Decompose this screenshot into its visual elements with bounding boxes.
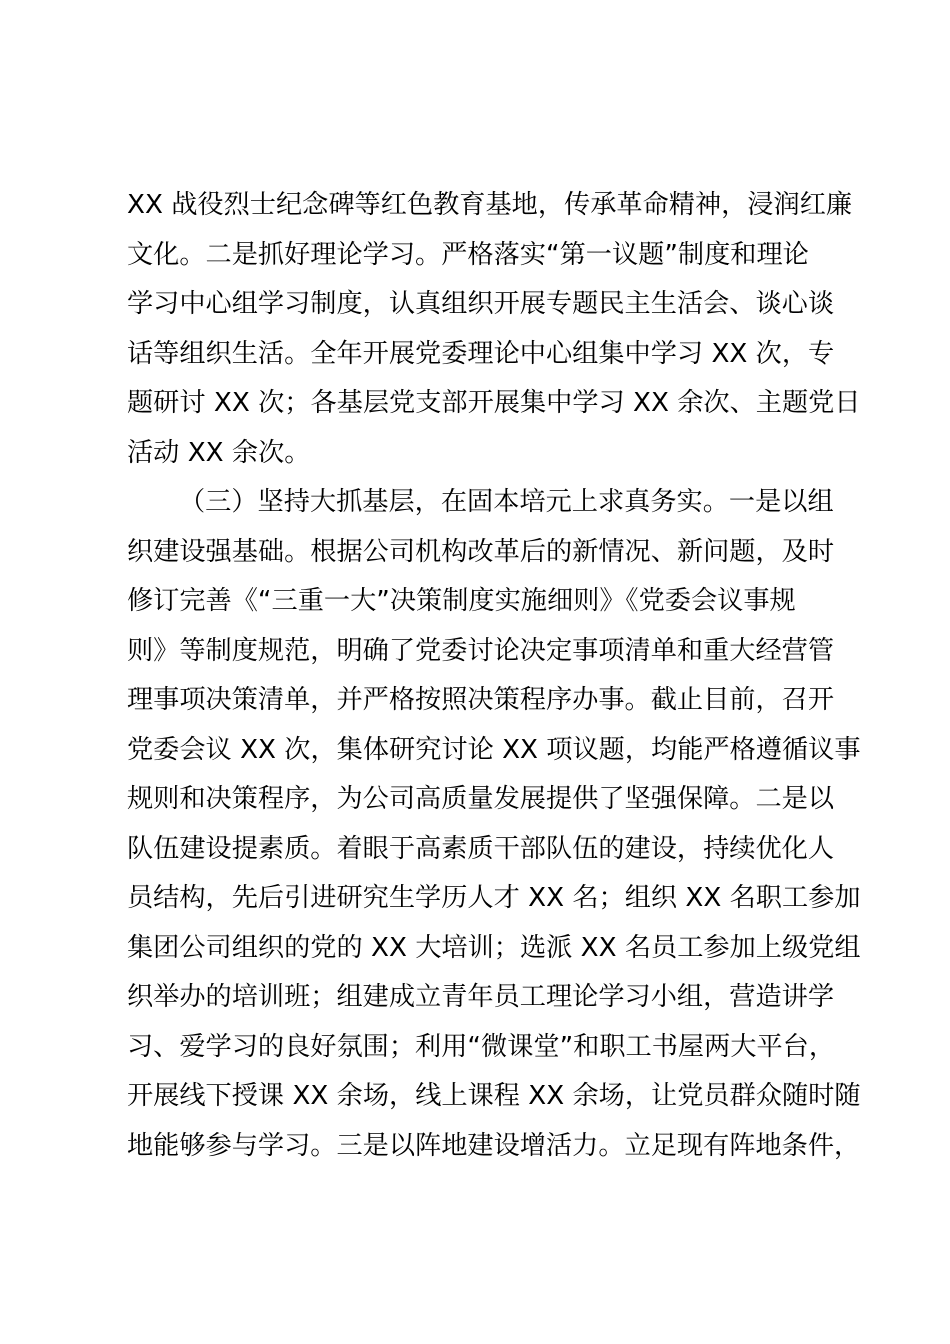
- text-line: 文化。二是抓好理论学习。严格落实“第一议题”制度和理论: [127, 239, 809, 270]
- text-line: 修订完善《“三重一大”决策制度实施细则》《党委会议事规: [127, 586, 796, 616]
- text-line: 则》等制度规范，明确了党委讨论决定事项清单和重大经营管: [127, 635, 835, 666]
- text-line: 题研讨 XX 次；各基层党支部开展集中学习 XX 余次、主题党日: [127, 388, 861, 418]
- document-body-text: [127, 181, 861, 1171]
- text-line: 地能够参与学习。三是以阵地建设增活力。立足现有阵地条件，: [127, 1130, 861, 1161]
- text-line: XX 战役烈士纪念碑等红色教育基地，传承革命精神，浸润红廉: [127, 190, 853, 220]
- text-line: 员结构，先后引进研究生学历人才 XX 名；组织 XX 名职工参加: [127, 883, 861, 913]
- text-line: 织建设强基础。根据公司机构改革后的新情况、新问题，及时: [127, 536, 835, 567]
- text-line: 集团公司组织的党的 XX 大培训；选派 XX 名员工参加上级党组: [127, 932, 861, 963]
- text-line: 党委会议 XX 次，集体研究讨论 XX 项议题，均能严格遵循议事: [127, 734, 861, 765]
- text-line: 学习中心组学习制度，认真组织开展专题民主生活会、谈心谈: [127, 289, 835, 319]
- section-heading-line: （三）坚持大抓基层，在固本培元上求真务实。一是以组: [179, 487, 834, 517]
- text-line: 习、爱学习的良好氛围；利用“微课堂”和职工书屋两大平台，: [127, 1031, 836, 1062]
- text-line: 规则和决策程序，为公司高质量发展提供了坚强保障。二是以: [127, 784, 835, 814]
- text-line: 活动 XX 余次。: [127, 437, 311, 468]
- text-line: 队伍建设提素质。着眼于高素质干部队伍的建设，持续优化人: [127, 833, 835, 864]
- text-line: 理事项决策清单，并严格按照决策程序办事。截止目前，召开: [127, 685, 835, 715]
- text-line: 开展线下授课 XX 余场，线上课程 XX 余场，让党员群众随时随: [127, 1081, 861, 1111]
- text-line: 织举办的培训班；组建成立青年员工理论学习小组，营造讲学: [127, 982, 835, 1012]
- text-line: 话等组织生活。全年开展党委理论中心组集中学习 XX 次，专: [127, 338, 835, 369]
